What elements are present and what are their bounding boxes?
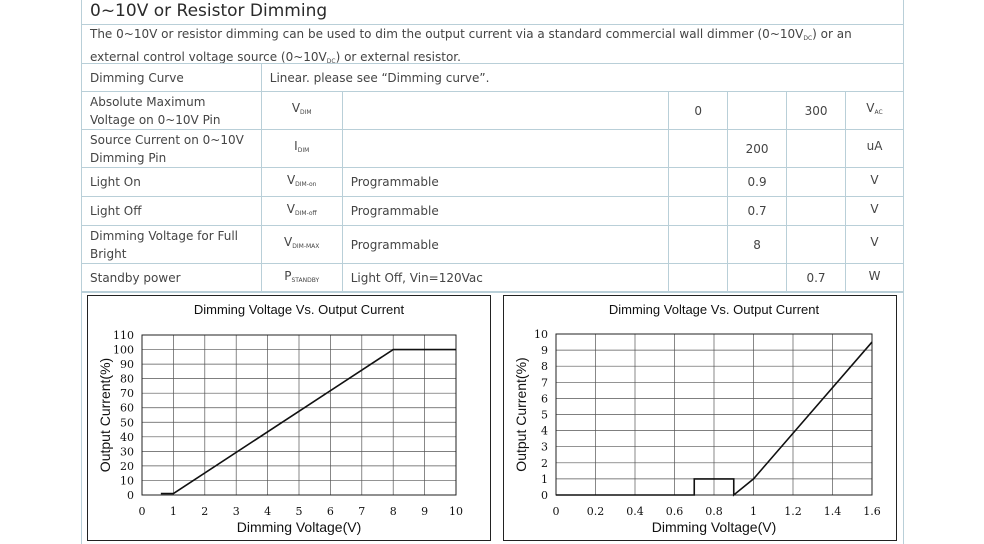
- cell-max-text: 300: [804, 103, 828, 118]
- cell-typ: [728, 130, 787, 168]
- chart-panel-right: [503, 295, 897, 541]
- y-tick-label: 1: [541, 472, 548, 486]
- cell-symbol: [261, 264, 342, 293]
- cell-symbol-text: V: [284, 235, 293, 249]
- y-tick-label: 40: [120, 430, 134, 444]
- cell-parameter: [82, 264, 262, 293]
- y-tick-label: 5: [541, 408, 548, 422]
- cell-typ-text: 0.7: [747, 204, 767, 218]
- cell-parameter-text: Source Current on 0~10V Dimming Pin: [90, 132, 244, 165]
- x-tick-label: 4: [264, 505, 272, 518]
- cell-symbol-text: V: [286, 201, 295, 216]
- y-tick-label: 6: [541, 392, 548, 406]
- cell-typ: [728, 168, 787, 197]
- y-tick-label: 90: [120, 358, 134, 372]
- table-row: [82, 264, 904, 293]
- cell-min: [669, 168, 728, 197]
- cell-symbol-text: V: [291, 101, 301, 115]
- cell-condition-text: Programmable: [350, 204, 439, 218]
- x-tick-label: 1: [750, 505, 757, 518]
- cell-unit: [846, 168, 904, 197]
- cell-max: [787, 92, 846, 130]
- cell-symbol-text: V: [286, 172, 296, 187]
- cell-parameter-text: Light Off: [90, 204, 142, 218]
- cell-typ-text: 200: [745, 141, 769, 156]
- x-axis-label: Dimming Voltage(V): [236, 519, 362, 535]
- cell-min: [669, 264, 728, 293]
- y-tick-label: 30: [120, 445, 134, 459]
- cell-symbol-subscript: DIM-on: [295, 180, 317, 188]
- cell-parameter-text: Absolute Maximum Voltage on 0~10V Pin: [90, 94, 221, 127]
- x-tick-label: 1.2: [784, 505, 802, 518]
- x-tick-label: 3: [232, 505, 240, 518]
- chart-title: Dimming Voltage Vs. Output Current: [193, 302, 405, 317]
- cell-max: [787, 168, 846, 197]
- x-tick-label: 0: [552, 505, 560, 518]
- cell-unit-text: V: [870, 172, 879, 187]
- x-tick-label: 0.4: [626, 505, 644, 518]
- x-tick-label: 1: [169, 505, 177, 518]
- x-tick-label: 1.6: [863, 505, 881, 518]
- x-tick-label: 8: [389, 505, 397, 518]
- cell-min: [669, 226, 728, 264]
- cell-condition: [342, 197, 669, 226]
- cell-symbol-text: I: [294, 139, 298, 153]
- cell-parameter: [82, 92, 262, 130]
- description-part-a: The 0~10V or resistor dimming can be used to dim the output current via a standard commercial wall dimmer (0~10V: [90, 27, 804, 41]
- y-tick-label: 4: [541, 424, 548, 438]
- cell-symbol: [261, 197, 342, 226]
- cell-max: [787, 226, 846, 264]
- cell-condition: [342, 264, 669, 293]
- table-row: [82, 226, 904, 264]
- cell-parameter-text: Dimming Voltage for Full Bright: [90, 228, 238, 261]
- cell-max: [787, 264, 846, 293]
- y-tick-label: 70: [120, 387, 134, 401]
- chart-panel-left: [87, 295, 491, 541]
- cell-symbol-subscript: DIM-MAX: [292, 243, 320, 250]
- cell-symbol: [261, 92, 342, 130]
- cell-parameter-text: Standby power: [90, 271, 181, 285]
- y-tick-label: 0: [127, 489, 134, 502]
- y-tick-label: 7: [541, 376, 548, 390]
- cell-symbol-text: P: [284, 268, 292, 283]
- cell-min-text: 0: [694, 103, 702, 118]
- cell-label: Dimming Curve: [82, 64, 262, 92]
- cell-symbol: [261, 226, 342, 264]
- cell-parameter: [82, 197, 262, 226]
- y-tick-label: 0: [541, 489, 548, 502]
- cell-symbol-subscript: STANDBY: [291, 276, 320, 284]
- y-tick-label: 3: [541, 440, 548, 454]
- cell-max: [787, 130, 846, 168]
- x-tick-label: 9: [421, 505, 429, 518]
- cell-unit: [846, 197, 904, 226]
- cell-unit-text: uA: [866, 139, 883, 153]
- cell-typ: [728, 92, 787, 130]
- cell-unit-text: V: [866, 101, 875, 115]
- y-tick-label: 110: [113, 329, 134, 342]
- cell-min: [669, 130, 728, 168]
- cell-condition-text: Programmable: [350, 175, 439, 189]
- cell-max-text: 0.7: [806, 271, 826, 285]
- y-tick-label: 8: [541, 360, 548, 374]
- cell-symbol-subscript: DIM: [300, 109, 312, 116]
- cell-typ: [728, 197, 787, 226]
- y-tick-label: 80: [120, 372, 134, 386]
- cell-unit: [846, 226, 904, 264]
- cell-condition: [342, 226, 669, 264]
- cell-parameter: [82, 130, 262, 168]
- cell-symbol-subscript: DIM-off: [295, 209, 317, 217]
- cell-condition: [342, 168, 669, 197]
- cell-condition-text: Programmable: [350, 237, 439, 252]
- cell-min: [669, 92, 728, 130]
- table-row-dimming-curve: [82, 64, 904, 92]
- cell-unit-subscript: AC: [874, 109, 883, 116]
- section-title: 0~10V or Resistor Dimming: [90, 1, 328, 21]
- x-tick-label: 1.4: [823, 505, 842, 518]
- description-subscript-1: DC: [803, 35, 813, 42]
- x-tick-label: 5: [295, 505, 303, 518]
- y-tick-label: 2: [541, 456, 548, 470]
- y-tick-label: 100: [113, 343, 134, 357]
- chart-svg-left: [88, 296, 490, 540]
- cell-condition: [342, 92, 669, 130]
- y-tick-label: 10: [120, 474, 134, 488]
- cell-condition-text: Light Off, Vin=120Vac: [350, 271, 483, 285]
- description-subscript-2: DC: [326, 58, 336, 65]
- cell-min: [669, 197, 728, 226]
- cell-unit-text: V: [870, 235, 879, 249]
- cell-unit-text: W: [868, 268, 881, 283]
- cell-unit: [846, 264, 904, 293]
- cell-typ-text: 8: [753, 237, 761, 252]
- y-tick-label: 10: [534, 328, 548, 341]
- cell-condition: [342, 130, 669, 168]
- x-axis-label: Dimming Voltage(V): [651, 519, 777, 535]
- cell-unit: [846, 92, 904, 130]
- table-row: [82, 168, 904, 197]
- description-part-c: ) or external resistor.: [335, 50, 461, 64]
- x-tick-label: 6: [326, 505, 334, 518]
- cell-value: Linear. please see “Dimming curve”.: [261, 64, 903, 92]
- cell-unit: [846, 130, 904, 168]
- x-tick-label: 0: [138, 505, 146, 518]
- table-row: [82, 92, 904, 130]
- y-axis-label: Output Current(%): [97, 357, 113, 473]
- cell-symbol: [261, 130, 342, 168]
- y-tick-label: 20: [120, 459, 134, 473]
- x-tick-label: 2: [201, 505, 209, 518]
- y-tick-label: 9: [541, 344, 548, 358]
- x-tick-label: 7: [358, 505, 366, 518]
- cell-parameter: [82, 168, 262, 197]
- y-tick-label: 60: [120, 401, 134, 415]
- x-tick-label: 0.2: [586, 505, 605, 518]
- cell-typ: [728, 226, 787, 264]
- y-axis-label: Output Current(%): [513, 357, 529, 472]
- spec-table: [81, 63, 904, 293]
- cell-typ: [728, 264, 787, 293]
- cell-unit-text: V: [870, 201, 879, 216]
- y-tick-label: 50: [120, 416, 134, 430]
- cell-parameter-text: Light On: [90, 175, 141, 189]
- divider: [81, 291, 904, 292]
- description-part-b: ) or an external control voltage source (0~10V: [90, 27, 852, 64]
- cell-symbol-subscript: DIM: [297, 147, 310, 154]
- table-row: [82, 197, 904, 226]
- x-tick-label: 0.8: [705, 505, 723, 518]
- cell-max: [787, 197, 846, 226]
- cell-parameter: [82, 226, 262, 264]
- x-tick-label: 0.6: [665, 505, 684, 518]
- chart-svg-right: [504, 296, 896, 540]
- x-tick-label: 10: [449, 505, 463, 518]
- table-row: [82, 130, 904, 168]
- cell-typ-text: 0.9: [747, 175, 767, 189]
- cell-symbol: [261, 168, 342, 197]
- chart-title: Dimming Voltage Vs. Output Current: [608, 302, 820, 317]
